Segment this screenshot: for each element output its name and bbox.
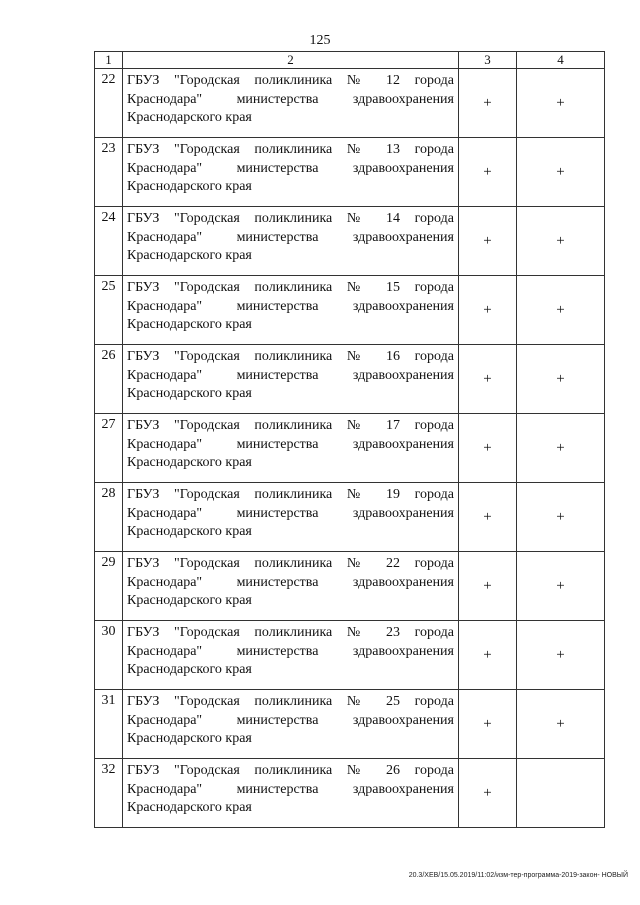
column-3-mark: +: [459, 690, 517, 759]
table-row: [95, 138, 605, 207]
row-number: 28: [95, 483, 123, 552]
column-3-mark: +: [459, 138, 517, 207]
table-row: [95, 207, 605, 276]
table-row: [95, 414, 605, 483]
row-number: 27: [95, 414, 123, 483]
column-4-mark: +: [517, 69, 605, 138]
table-row: [95, 690, 605, 759]
table-row: [95, 345, 605, 414]
institution-name: ГБУЗ "Городская поликлиника № 19 города Краснодара" министерства здравоохранения Краснодарского края: [127, 487, 454, 539]
column-3-mark: +: [459, 345, 517, 414]
column-4-mark: +: [517, 690, 605, 759]
institution-name: ГБУЗ "Городская поликлиника № 22 города Краснодара" министерства здравоохранения Краснодарского края: [127, 556, 454, 608]
column-3-mark: +: [459, 414, 517, 483]
institution-name-cell: [123, 69, 459, 138]
institution-name-cell: [123, 414, 459, 483]
institution-name: ГБУЗ "Городская поликлиника № 15 города Краснодара" министерства здравоохранения Краснодарского края: [127, 280, 454, 332]
column-header-3: 3: [459, 52, 517, 69]
column-3-mark: +: [459, 69, 517, 138]
column-4-mark: [517, 759, 605, 828]
institution-name: ГБУЗ "Городская поликлиника № 25 города Краснодара" министерства здравоохранения Краснодарского края: [127, 694, 454, 746]
institution-name: ГБУЗ "Городская поликлиника № 13 города Краснодара" министерства здравоохранения Краснодарского края: [127, 142, 454, 194]
column-4-mark: +: [517, 207, 605, 276]
column-3-mark: +: [459, 276, 517, 345]
column-4-mark: +: [517, 138, 605, 207]
footer-note: 20.3/ХЕВ/15.05.2019/11:02/изм-тер-программа-2019-закон- НОВЫЙ: [408, 872, 628, 879]
column-3-mark: +: [459, 483, 517, 552]
row-number: 29: [95, 552, 123, 621]
column-4-mark: +: [517, 483, 605, 552]
column-4-mark: +: [517, 276, 605, 345]
institution-name: ГБУЗ "Городская поликлиника № 23 города Краснодара" министерства здравоохранения Краснодарского края: [127, 625, 454, 677]
table-row: [95, 621, 605, 690]
row-number: 24: [95, 207, 123, 276]
column-header-1: 1: [95, 52, 123, 69]
column-3-mark: +: [459, 552, 517, 621]
institution-name: ГБУЗ "Городская поликлиника № 16 города Краснодара" министерства здравоохранения Краснодарского края: [127, 349, 454, 401]
row-number: 23: [95, 138, 123, 207]
institution-name-cell: [123, 552, 459, 621]
page-number: 125: [309, 33, 331, 48]
institution-name: ГБУЗ "Городская поликлиника № 17 города Краснодара" министерства здравоохранения Краснодарского края: [127, 418, 454, 470]
table-row: [95, 552, 605, 621]
row-number: 30: [95, 621, 123, 690]
row-number: 25: [95, 276, 123, 345]
column-4-mark: +: [517, 621, 605, 690]
institution-name: ГБУЗ "Городская поликлиника № 26 города Краснодара" министерства здравоохранения Краснодарского края: [127, 763, 454, 815]
table-row: [95, 483, 605, 552]
institution-name: ГБУЗ "Городская поликлиника № 12 города Краснодара" министерства здравоохранения Краснодарского края: [127, 73, 454, 125]
column-4-mark: +: [517, 414, 605, 483]
institution-name-cell: [123, 138, 459, 207]
institutions-table: [94, 51, 605, 828]
institution-name-cell: [123, 276, 459, 345]
row-number: 31: [95, 690, 123, 759]
column-3-mark: +: [459, 207, 517, 276]
institution-name-cell: [123, 483, 459, 552]
column-4-mark: +: [517, 345, 605, 414]
column-header-2: 2: [123, 52, 459, 69]
institution-name: ГБУЗ "Городская поликлиника № 14 города Краснодара" министерства здравоохранения Краснодарского края: [127, 211, 454, 263]
row-number: 22: [95, 69, 123, 138]
column-3-mark: +: [459, 759, 517, 828]
institution-name-cell: [123, 345, 459, 414]
institution-name-cell: [123, 759, 459, 828]
row-number: 26: [95, 345, 123, 414]
column-4-mark: +: [517, 552, 605, 621]
column-header-4: 4: [517, 52, 605, 69]
table-row: [95, 276, 605, 345]
institution-name-cell: [123, 690, 459, 759]
table-row: [95, 69, 605, 138]
column-3-mark: +: [459, 621, 517, 690]
row-number: 32: [95, 759, 123, 828]
table-header-row: [95, 52, 605, 69]
institution-name-cell: [123, 207, 459, 276]
table-row: [95, 759, 605, 828]
institution-name-cell: [123, 621, 459, 690]
